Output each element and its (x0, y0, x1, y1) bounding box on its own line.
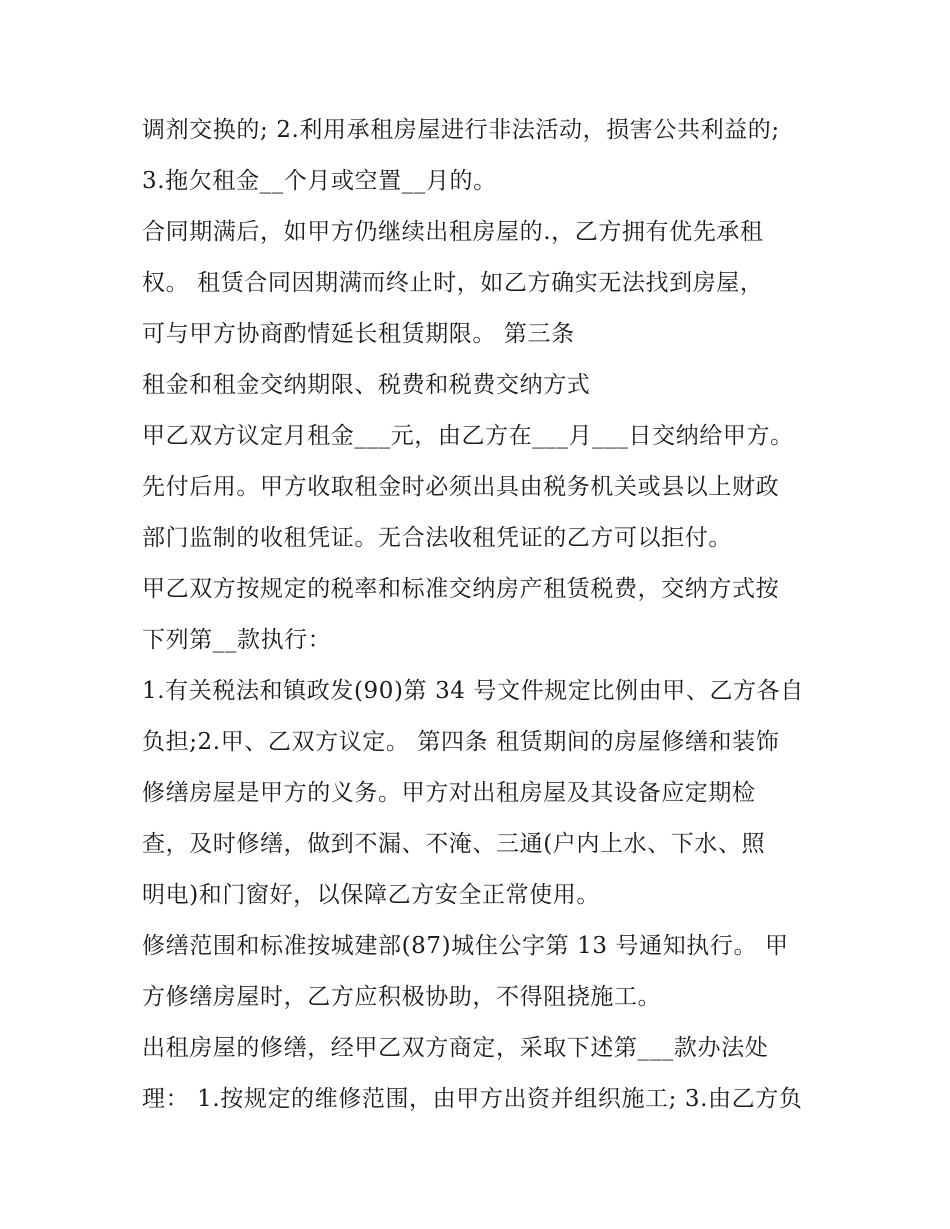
text-line-8: 先付后用。甲方收取租金时必须出具由税务机关或县以上财政 (142, 474, 780, 500)
text-line-3: 合同期满后，如甲方仍继续出租房屋的.，乙方拥有优先承租 (142, 219, 764, 245)
section-heading-rent-and-tax: 租金和租金交纳期限、税费和税费交纳方式 (142, 372, 591, 398)
text-line-4: 权。 租赁合同因期满而终止时，如乙方确实无法找到房屋， (142, 270, 764, 296)
contract-text-body (142, 107, 822, 1127)
text-line-1: 调剂交换的; 2.利用承租房屋进行非法活动，损害公共利益的; (142, 117, 780, 143)
text-line-2: 3.拖欠租金__个月或空置__月的。 (142, 168, 497, 194)
text-line-12: 1.有关税法和镇政发(90)第 34 号文件规定比例由甲、乙方各自 (142, 678, 804, 704)
text-line-9: 部门监制的收租凭证。无合法收租凭证的乙方可以拒付。 (142, 525, 732, 551)
text-line-5: 可与甲方协商酌情延长租赁期限。 第三条 (142, 321, 575, 347)
text-line-14: 修缮房屋是甲方的义务。甲方对出租房屋及其设备应定期检 (142, 780, 756, 806)
text-line-7: 甲乙双方议定月租金___元，由乙方在___月___日交纳给甲方。 (142, 423, 794, 449)
text-line-10: 甲乙双方按规定的税率和标准交纳房产租赁税费，交纳方式按 (142, 576, 780, 602)
text-line-19: 出租房屋的修缮，经甲乙双方商定，采取下述第___款办法处 (142, 1035, 769, 1061)
text-line-16: 明电)和门窗好，以保障乙方安全正常使用。 (142, 882, 600, 908)
text-line-13: 负担;2.甲、乙双方议定。 第四条 租赁期间的房屋修缮和装饰 (142, 729, 780, 755)
text-line-18: 方修缮房屋时，乙方应积极协助，不得阻挠施工。 (142, 984, 662, 1010)
text-line-15: 查，及时修缮，做到不漏、不淹、三通(户内上水、下水、照 (142, 831, 766, 857)
text-line-20: 理： 1.按规定的维修范围，由甲方出资并组织施工; 3.由乙方负 (142, 1086, 803, 1112)
text-line-11: 下列第__款执行： (142, 627, 332, 653)
text-line-17: 修缮范围和标准按城建部(87)城住公字第 13 号通知执行。 甲 (142, 933, 789, 959)
